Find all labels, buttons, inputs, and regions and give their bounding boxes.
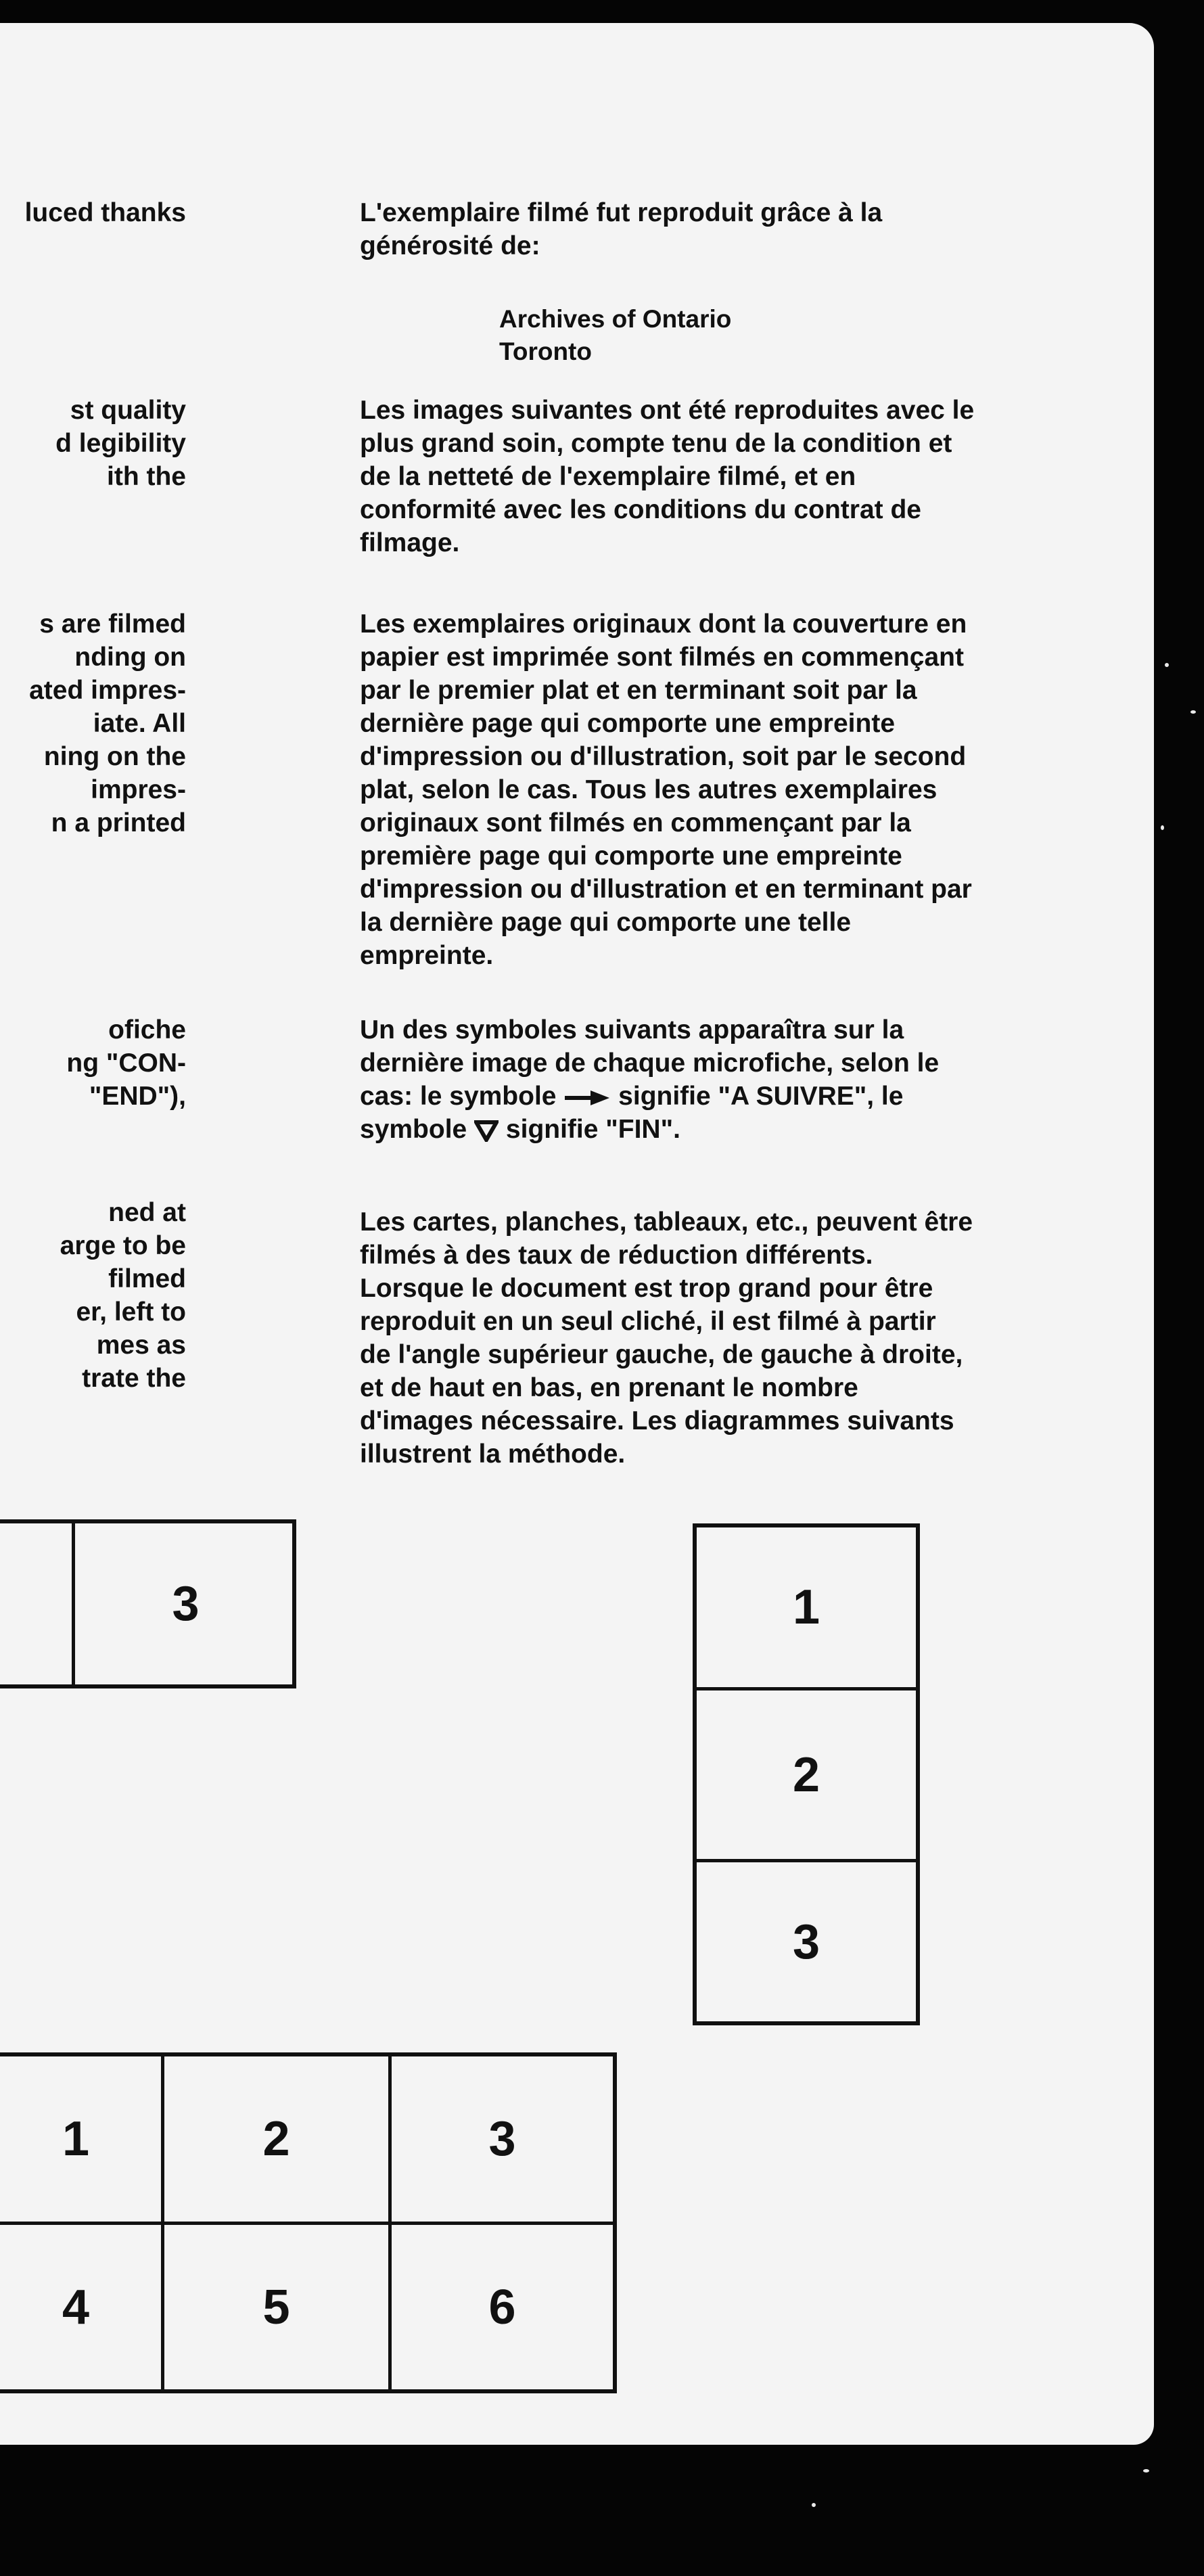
quality-paragraph: Les images suivantes ont été reproduites avec le plus grand soin, compte tenu de la condition et de la netteté de l'exemplaire filmé, et en conformité avec les conditions du contrat de filmage.	[360, 396, 975, 557]
triangle-down-icon	[474, 1120, 499, 1142]
diagram-cell: 3	[172, 1577, 200, 1631]
left-fragment-maps: ned at arge to be filmed er, left to mes as trate the	[60, 1198, 186, 1393]
scan-speck	[1190, 710, 1196, 714]
diagram-cell: 2	[262, 2112, 290, 2166]
left-fragment-thanks: luced thanks	[24, 198, 186, 227]
diagram-cell: 1	[62, 2112, 90, 2166]
symbols-line: dernière image de chaque microfiche, selon le	[360, 1049, 940, 1078]
diagram-cell: 2	[792, 1747, 820, 1802]
diagram-grid-2x3	[0, 2052, 617, 2393]
diagram-cell: 3	[488, 2112, 516, 2166]
symbols-line: Un des symboles suivants apparaîtra sur la	[360, 1015, 904, 1044]
left-fragment-quality: st quality d legibility ith the	[55, 396, 186, 491]
diagram-cell: 3	[792, 1914, 820, 1969]
intro-text: L'exemplaire filmé fut reproduit grâce à la générosité de:	[360, 198, 883, 260]
symbols-paragraph	[360, 1013, 1117, 1146]
diagram-cell: 1	[792, 1580, 820, 1634]
left-fragment-originals: s are filmed nding on ated impres- iate. All ning on the impres- n a printed	[29, 610, 186, 837]
left-fragment-microfiche: ofiche ng "CON- "END"),	[66, 1015, 186, 1111]
diagram-horizontal-strip	[0, 1519, 296, 1688]
symbols-line: symbole signifie "FIN".	[360, 1115, 680, 1144]
maps-paragraph: Les cartes, planches, tableaux, etc., peuvent être filmés à des taux de réduction différents. Lorsque le document est trop grand pour être reproduit en un seul cliché, il est filmé à partir de l'angle supérieur gauche, de gauche à droite, et de haut en bas, en prenant le nombre d'images nécessaire. Les diagrammes suivants illustrent la méthode.	[360, 1208, 973, 1469]
scan-speck	[1161, 825, 1164, 830]
originals-paragraph: Les exemplaires originaux dont la couverture en papier est imprimée sont filmés en commençant par le premier plat et en terminant soit par la dernière page qui comporte une empreinte d'impression ou d'illustration, soit par le second plat, selon le cas. Tous les autres exemplaires originaux sont filmés en commençant par la première page qui comporte une empreinte d'impression ou d'illustration et en terminant par la dernière page qui comporte une telle empreinte.	[360, 610, 972, 970]
arrow-right-icon	[563, 1088, 611, 1108]
diagram-vertical-strip	[693, 1523, 920, 2025]
scan-speck	[1165, 663, 1169, 667]
diagram-cell: 6	[488, 2280, 516, 2334]
symbols-line: cas: le symbole signifie "A SUIVRE", le	[360, 1082, 904, 1111]
diagram-cell: 5	[262, 2280, 290, 2334]
scan-speck	[1143, 2469, 1149, 2472]
scan-speck	[812, 2503, 816, 2507]
archives-name: Archives of Ontario Toronto	[499, 305, 732, 365]
diagram-cell: 4	[62, 2280, 90, 2334]
scanned-page	[0, 23, 1154, 2445]
